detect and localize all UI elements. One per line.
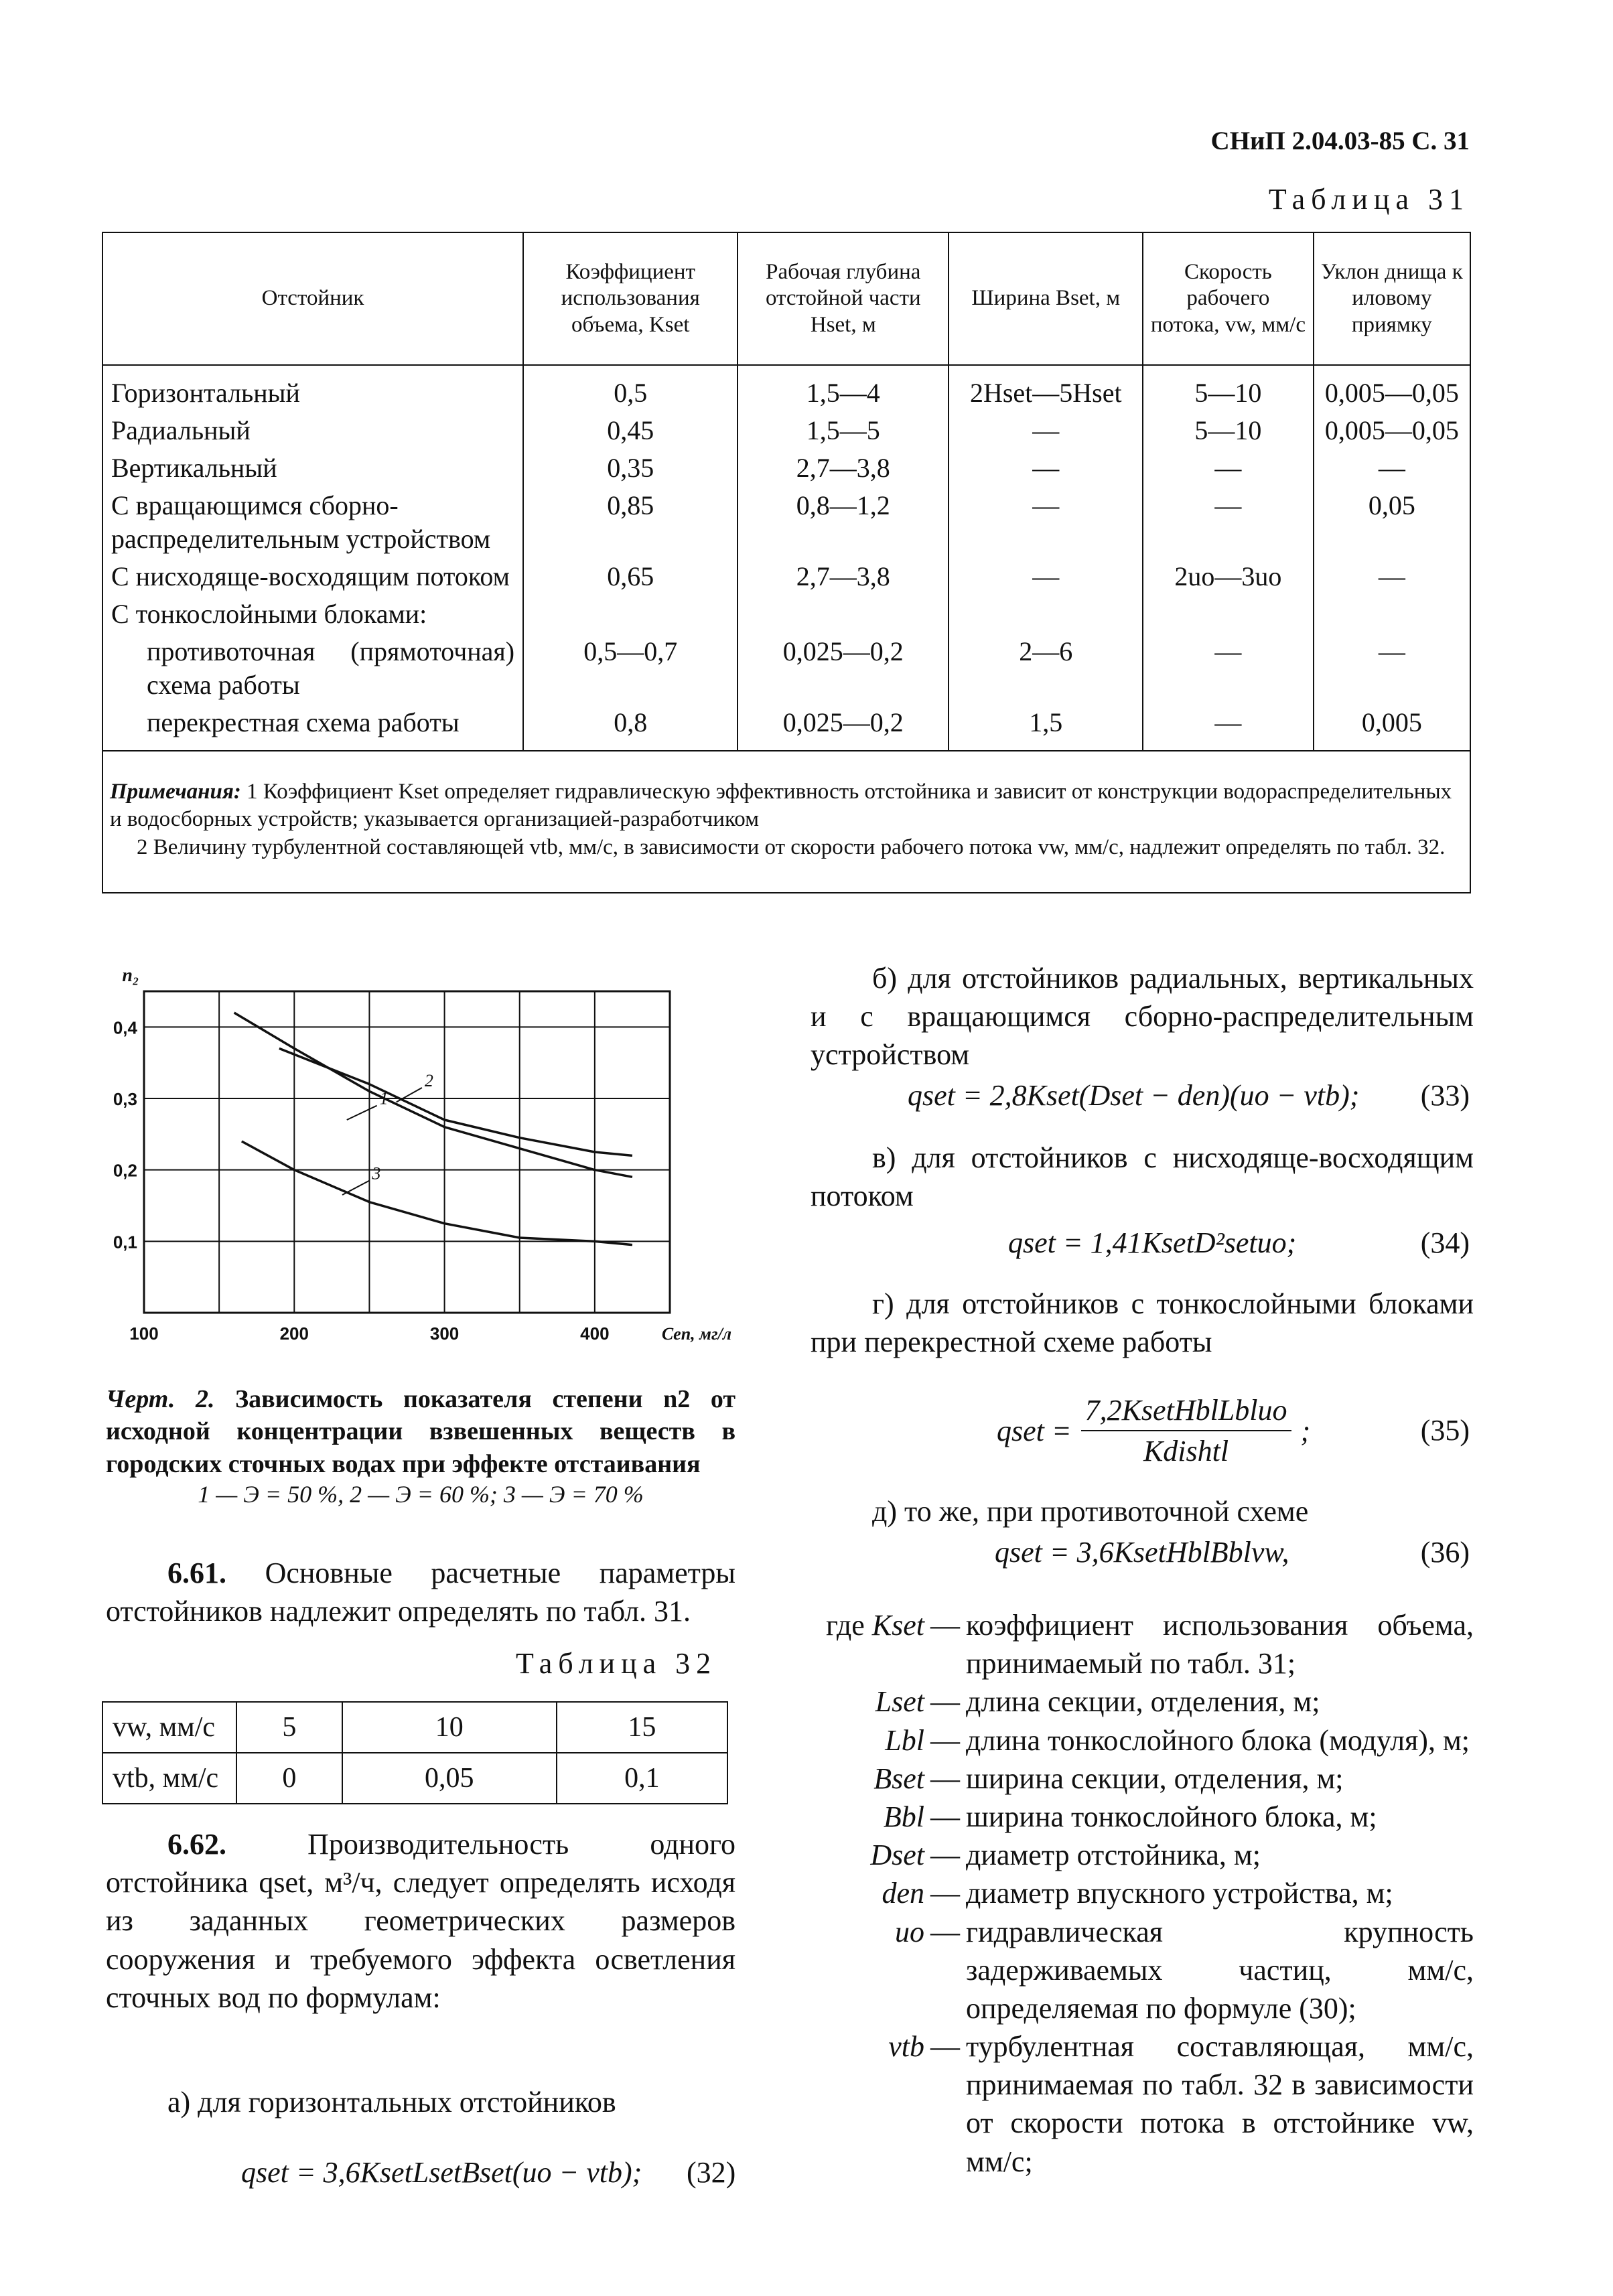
- definition-symbol-text: Kset: [871, 1609, 924, 1642]
- item-d: д) то же, при противоточной схеме: [872, 1495, 1309, 1528]
- item-v: в) для отстойников с нисходяще-восходящим потоком: [811, 1141, 1474, 1213]
- table-cell: 0,8—1,2: [738, 487, 949, 558]
- table-cell: С вращающимся сборно-распределительным устройством: [102, 487, 523, 558]
- definition-text: ширина тонкослойного блока, м;: [966, 1800, 1377, 1833]
- paragraph-6-61: [106, 1554, 735, 1630]
- formula-33-number: (33): [1420, 1079, 1470, 1112]
- table-cell: С тонкослойными блоками:: [102, 595, 523, 633]
- table-cell: 0,025—0,2: [738, 633, 949, 704]
- table-cell: перекрестная схема работы: [102, 704, 523, 751]
- table-cell: 1,5—5: [738, 412, 949, 449]
- table-cell: 0,65: [523, 558, 738, 595]
- definition-dash: —: [930, 1839, 960, 1872]
- chart-n2: [94, 951, 732, 1360]
- table-cell: —: [1143, 487, 1313, 558]
- table-cell: Горизонтальный: [102, 365, 523, 412]
- note-1: [110, 778, 1463, 834]
- definition-dash: —: [930, 1762, 960, 1795]
- definition-dash: —: [930, 1609, 960, 1642]
- chart-series-label: 1: [379, 1088, 389, 1108]
- table-row: [102, 412, 1470, 449]
- item-a: а) для горизонтальных отстойников: [167, 2086, 616, 2119]
- definition-row: [825, 1606, 1474, 1682]
- chart-series-leader: [347, 1106, 377, 1120]
- chart-x-tick-label: 200: [279, 1323, 309, 1344]
- formula-36: qset = 3,6KsetHblBblvw,: [995, 1536, 1289, 1569]
- item-g: г) для отстойников с тонкослойными блоками при перекрестной схеме работы: [811, 1287, 1474, 1359]
- table-cell: 0,005: [1314, 704, 1470, 751]
- table-row: [102, 365, 1470, 412]
- notes-label: Примечания:: [110, 780, 241, 804]
- note-1-text: 1 Коэффициент Kset определяет гидравлическую эффективность отстойника и зависит от конструкции водораспределительных и водосборных устройств; указывается организацией-разработчиком: [110, 780, 1452, 832]
- table-cell: 2,7—3,8: [738, 558, 949, 595]
- definition-row: [825, 1682, 1474, 1721]
- table-row: [102, 1702, 727, 1753]
- table31-caption: Таблица 31: [1268, 183, 1470, 216]
- table-row: [102, 704, 1470, 751]
- table-cell: 15: [557, 1702, 727, 1753]
- table31-header: Ширина Bset, м: [949, 232, 1143, 365]
- table-row: [102, 595, 1470, 633]
- table-cell: 0,5—0,7: [523, 633, 738, 704]
- chart-series-leader: [342, 1181, 369, 1195]
- definition-row: [825, 1760, 1474, 1798]
- chart-x-tick-label: 100: [129, 1323, 159, 1344]
- definition-row: [825, 1798, 1474, 1836]
- table-cell: 0,005—0,05: [1314, 412, 1470, 449]
- table-32: [102, 1701, 728, 1804]
- chart-caption-text: Зависимость показателя степени n2 от исходной концентрации взвешенных веществ в городских сточных водах при эффекте отстаивания: [106, 1385, 736, 1478]
- table-cell: —: [949, 449, 1143, 487]
- definition-dash: —: [930, 1723, 960, 1757]
- definition-dash: —: [930, 1685, 960, 1719]
- formula-35-denominator: Kdishtl: [1143, 1435, 1229, 1467]
- table-row: [102, 1753, 727, 1804]
- definition-symbol: den: [882, 1877, 924, 1910]
- chart-series-label: 2: [424, 1071, 433, 1090]
- table-cell: 1,5—4: [738, 365, 949, 412]
- table-row: [102, 558, 1470, 595]
- table31-notes: [102, 751, 1470, 893]
- table-cell: 0,85: [523, 487, 738, 558]
- chart-x-tick-label: 300: [429, 1323, 460, 1344]
- formula-35-number: (35): [1420, 1414, 1470, 1447]
- definition-text: длина секции, отделения, м;: [966, 1685, 1320, 1719]
- table31-header: Уклон днища к иловому приямку: [1314, 232, 1470, 365]
- paragraph-text: Основные расчетные параметры отстойников надлежит определять по табл. 31.: [106, 1557, 735, 1628]
- definition-text: диаметр впускного устройства, м;: [966, 1877, 1393, 1910]
- table-row: [102, 487, 1470, 558]
- chart-legend: 1 — Э = 50 %, 2 — Э = 60 %; 3 — Э = 70 %: [198, 1481, 644, 1508]
- page-header: СНиП 2.04.03-85 С. 31: [1210, 127, 1470, 155]
- table-cell: —: [1314, 558, 1470, 595]
- definition-dash: —: [930, 1915, 960, 1948]
- table-cell: противоточная (прямоточная) схема работы: [102, 633, 523, 704]
- table31-notes-row: [102, 751, 1470, 893]
- table-cell: 5—10: [1143, 365, 1313, 412]
- chart-y-tick-label: 0,4: [113, 1017, 137, 1038]
- paragraph-text: Производительность одного отстойника qset, м³/ч, следует определять исходя из заданных геометрических размеров сооружения и требуемого эффекта осветления сточных вод по формулам:: [106, 1828, 735, 2014]
- definition-symbol: [825, 1606, 924, 1682]
- definition-row: [825, 1874, 1474, 1912]
- table-row: [102, 633, 1470, 704]
- table-cell: —: [1314, 449, 1470, 487]
- where-label: где: [825, 1609, 865, 1642]
- table-cell: 1,5: [949, 704, 1143, 751]
- definition-text: гидравлическая крупность задерживаемых частиц, мм/с, определяемая по формуле (30);: [966, 1915, 1474, 2025]
- table-cell: —: [1143, 704, 1313, 751]
- definition-dash: —: [930, 1877, 960, 1910]
- table31-header: Отстойник: [102, 232, 523, 365]
- definition-symbol: vtb: [888, 2030, 924, 2064]
- definition-text: коэффициент использования объема, принимаемый по табл. 31;: [966, 1609, 1474, 1680]
- definition-row: [825, 2027, 1474, 2181]
- chart-series-leader: [397, 1088, 422, 1102]
- chart-y-axis-label: n₂: [122, 965, 139, 986]
- definition-symbol: Bset: [873, 1762, 924, 1795]
- table-cell: [1143, 595, 1313, 633]
- chart-caption-label: Черт. 2.: [106, 1385, 215, 1413]
- item-b: б) для отстойников радиальных, вертикальных и с вращающимся сборно-распределительным устройством: [811, 962, 1474, 1072]
- definition-dash: —: [930, 2030, 960, 2064]
- formula-32: qset = 3,6KsetLsetBset(uo − vtb);: [241, 2156, 642, 2189]
- table-cell: 0,05: [342, 1753, 557, 1804]
- table-cell: [738, 595, 949, 633]
- table-cell: 0,35: [523, 449, 738, 487]
- chart-y-tick-label: 0,2: [113, 1160, 137, 1181]
- table-cell: 0,1: [557, 1753, 727, 1804]
- definition-text: длина тонкослойного блока (модуля), м;: [966, 1723, 1470, 1757]
- chart-series-label: 3: [372, 1163, 381, 1183]
- formula-34: qset = 1,41KsetD²setuo;: [1008, 1226, 1297, 1259]
- paragraph-number: 6.62.: [167, 1828, 226, 1861]
- formula-34-number: (34): [1420, 1226, 1470, 1259]
- formula-35-semicolon: ;: [1300, 1414, 1311, 1447]
- table-cell: Вертикальный: [102, 449, 523, 487]
- formula-35-fraction: [1081, 1393, 1291, 1468]
- table-cell: [949, 595, 1143, 633]
- definition-text: ширина секции, отделения, м;: [966, 1762, 1344, 1795]
- table-cell: 2,7—3,8: [738, 449, 949, 487]
- table-cell: —: [949, 412, 1143, 449]
- definition-symbol: Lset: [875, 1685, 924, 1719]
- formula-35-numerator: 7,2KsetHblLbluo: [1081, 1393, 1291, 1431]
- definition-symbol: uo: [895, 1915, 924, 1948]
- definition-symbol: Bbl: [883, 1800, 924, 1833]
- table-cell: vtb, мм/с: [102, 1753, 236, 1804]
- table-cell: [523, 595, 738, 633]
- table-cell: 2—6: [949, 633, 1143, 704]
- chart-x-axis-label: Cen, мг/л: [661, 1324, 732, 1344]
- table-cell: —: [1314, 633, 1470, 704]
- table32-caption: Таблица 32: [516, 1647, 717, 1680]
- table-cell: 5: [236, 1702, 342, 1753]
- formula-35: [997, 1393, 1310, 1468]
- table31-header: Скорость рабочего потока, vw, мм/с: [1143, 232, 1313, 365]
- table-cell: —: [1143, 633, 1313, 704]
- definition-row: [825, 1913, 1474, 2028]
- table-cell: Радиальный: [102, 412, 523, 449]
- table-cell: [1314, 595, 1470, 633]
- note-2: 2 Величину турбулентной составляющей vtb, мм/с, в зависимости от скорости рабочего потока vw, мм/с, надлежит определять по табл. 32.: [137, 835, 1446, 859]
- table-cell: 0,5: [523, 365, 738, 412]
- definitions-list: [825, 1606, 1474, 2181]
- table-cell: —: [1143, 449, 1313, 487]
- chart-y-tick-label: 0,3: [113, 1089, 137, 1109]
- table31-header: Коэффициент использования объема, Kset: [523, 232, 738, 365]
- definition-text: турбулентная составляющая, мм/с, принимаемая по табл. 32 в зависимости от скорости потока в отстойнике vw, мм/с;: [966, 2030, 1474, 2178]
- chart-svg: [94, 951, 732, 1360]
- paragraph-number: 6.61.: [167, 1557, 226, 1589]
- table-cell: 5—10: [1143, 412, 1313, 449]
- table-cell: 0,8: [523, 704, 738, 751]
- chart-caption: [106, 1383, 735, 1480]
- table-cell: 0,005—0,05: [1314, 365, 1470, 412]
- chart-series-line: [279, 1048, 632, 1155]
- definition-dash: —: [930, 1800, 960, 1833]
- table-cell: 2uo—3uo: [1143, 558, 1313, 595]
- table-cell: 0,025—0,2: [738, 704, 949, 751]
- definition-row: [825, 1836, 1474, 1874]
- formula-35-lhs: qset =: [997, 1414, 1072, 1447]
- table-cell: —: [949, 487, 1143, 558]
- table31-header: Рабочая глубина отстойной части Hset, м: [738, 232, 949, 365]
- definition-row: [825, 1721, 1474, 1760]
- table-cell: 0,45: [523, 412, 738, 449]
- table-31: [102, 232, 1471, 893]
- table-cell: 2Hset—5Hset: [949, 365, 1143, 412]
- chart-x-tick-label: 400: [580, 1323, 610, 1344]
- table-cell: С нисходяще-восходящим потоком: [102, 558, 523, 595]
- table-cell: 0: [236, 1753, 342, 1804]
- table31-header-row: [102, 232, 1470, 365]
- definition-symbol: Dset: [870, 1839, 924, 1872]
- formula-33: qset = 2,8Kset(Dset − den)(uo − vtb);: [908, 1079, 1360, 1112]
- table-row: [102, 449, 1470, 487]
- table-cell: 10: [342, 1702, 557, 1753]
- formula-36-number: (36): [1420, 1536, 1470, 1569]
- definition-symbol: Lbl: [885, 1723, 924, 1757]
- chart-series-line: [242, 1141, 632, 1245]
- chart-y-tick-label: 0,1: [113, 1232, 137, 1252]
- table-cell: vw, мм/с: [102, 1702, 236, 1753]
- definition-text: диаметр отстойника, м;: [966, 1839, 1261, 1872]
- paragraph-6-62: [106, 1825, 735, 2017]
- table-cell: —: [949, 558, 1143, 595]
- formula-32-number: (32): [687, 2156, 736, 2189]
- table-cell: 0,05: [1314, 487, 1470, 558]
